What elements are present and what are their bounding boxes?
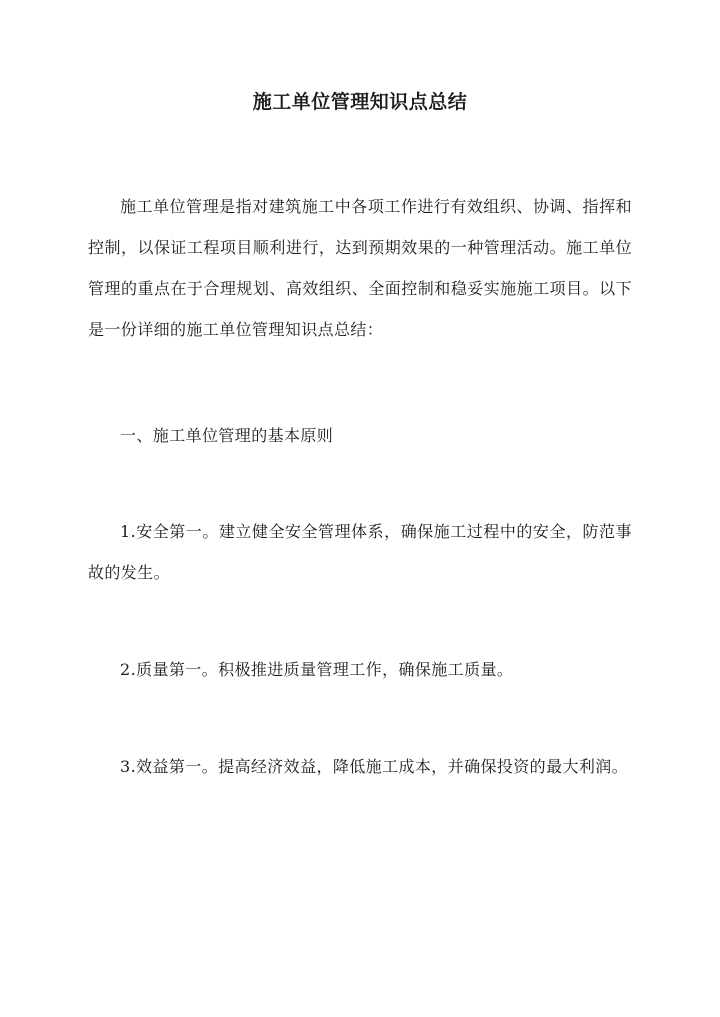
section-heading: 一、施工单位管理的基本原则 [120,426,334,445]
principle-item-benefit: 3.效益第一。提高经济效益，降低施工成本，并确保投资的最大利润。 [120,757,629,776]
principle-item-safety: 1.安全第一。建立健全安全管理体系，确保施工过程中的安全，防范事故的发生。 [88,522,632,582]
intro-paragraph: 施工单位管理是指对建筑施工中各项工作进行有效组织、协调、指挥和控制，以保证工程项目顺利进行，达到预期效果的一种管理活动。施工单位管理的重点在于合理规划、高效组织、全面控制和稳妥实施施工项目。以下是一份详细的施工单位管理知识点总结： [88,197,632,339]
document-title: 施工单位管理知识点总结 [252,91,468,113]
principle-item-quality: 2.质量第一。积极推进质量管理工作，确保施工质量。 [120,660,514,679]
